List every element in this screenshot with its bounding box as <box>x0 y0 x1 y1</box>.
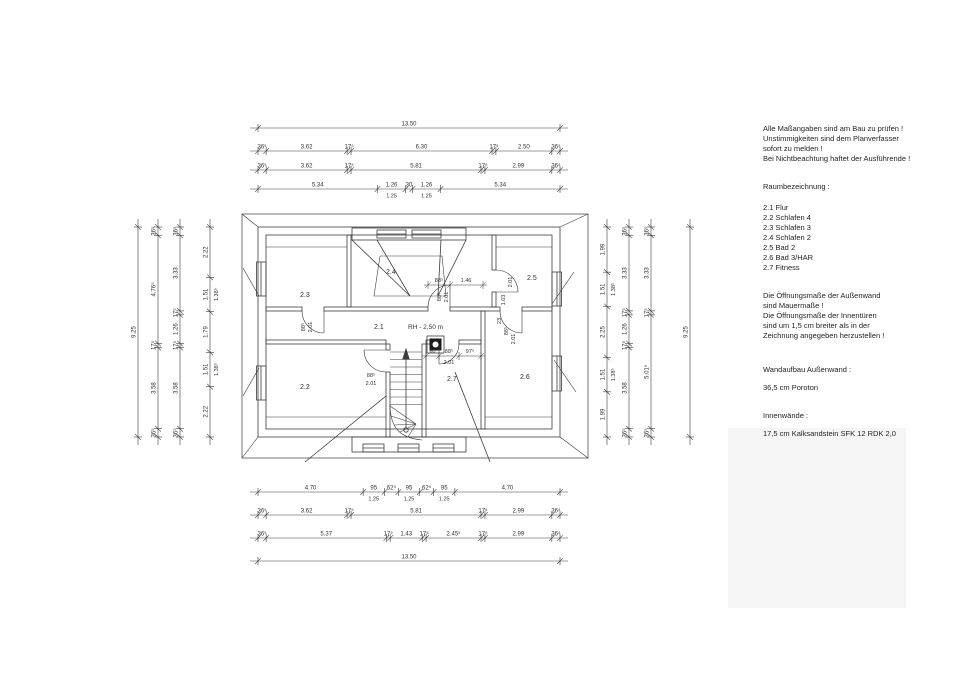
dim-label: 17⁵ <box>478 508 488 515</box>
dim-label: 3.58 <box>151 382 158 394</box>
dim-label: 17⁵ <box>622 308 629 318</box>
dimension-chains <box>132 122 695 566</box>
dim-label: 2.22 <box>203 246 210 259</box>
room-legend-title: Raumbezeichnung : <box>763 182 830 191</box>
dim-label: 1.51 <box>600 368 607 381</box>
dim-chain-top-2 <box>250 163 568 175</box>
dim-label: 17⁵ <box>344 163 354 170</box>
dim-chain-left-0 <box>132 219 143 445</box>
dim-label: 17⁵ <box>622 340 629 351</box>
dim-label: 36⁵ <box>257 508 267 515</box>
room-legend <box>763 203 960 273</box>
dim-door24-width: 88⁵ <box>437 292 443 302</box>
room-label-2-4: 2.4 <box>386 269 396 276</box>
dim-label: 3.33 <box>622 267 629 279</box>
dim-label: 17⁵ <box>644 308 651 318</box>
dim-label: 1.43 <box>400 531 413 538</box>
dim-label: 36⁵ <box>151 428 158 438</box>
room-label-2-3: 2.3 <box>300 292 310 299</box>
dim-label: 1.99 <box>600 408 607 421</box>
dim-label: 36⁵ <box>622 428 629 438</box>
dim-door27-height: 2.01 <box>443 360 455 366</box>
dim-door24-to-wall: 1.46 <box>460 278 472 284</box>
dim-label: 1.38⁵ <box>214 288 220 302</box>
dim-label: 1.25 <box>438 496 450 503</box>
dim-label: 17⁵ <box>419 531 429 538</box>
dim-door22-width: 88⁵ <box>366 373 376 379</box>
dim-label: 2.99 <box>512 163 525 170</box>
dim-door26-offset: 23 <box>497 317 503 325</box>
dim-door24-height: 2.01 <box>444 291 450 303</box>
dim-label: 36⁵ <box>173 226 180 236</box>
dim-label: 3.62 <box>300 144 313 151</box>
dim-label: 36⁵ <box>257 144 267 151</box>
dim-label: 17⁵ <box>478 163 488 170</box>
dim-label: 2.25 <box>600 326 607 338</box>
dim-chain-right-3 <box>684 219 695 445</box>
note-line: sind um 1,5 cm breiter als in der <box>763 321 870 330</box>
dim-label: 1.26 <box>420 182 433 189</box>
dim-label: 30 <box>405 182 413 189</box>
dim-label: 13.50 <box>401 554 417 561</box>
dim-chain-right-0 <box>601 219 618 445</box>
dim-label: 17⁵ <box>173 308 180 318</box>
legend-item: 2.6 Bad 3/HAR <box>763 253 814 262</box>
room-label-2-1: 2.1 <box>374 324 384 331</box>
dim-label: 1.51 <box>203 288 210 301</box>
dim-label: 95 <box>405 485 413 492</box>
room-label-2-2: 2.2 <box>300 384 310 391</box>
dim-door26-width: 88⁵ <box>504 326 510 336</box>
dim-label: 62⁵ <box>386 485 396 492</box>
dim-label: 17⁵ <box>344 144 354 151</box>
dim-label: 17⁵ <box>383 531 393 538</box>
dim-label: 36⁵ <box>257 531 267 538</box>
dim-label: 17⁵ <box>173 340 180 351</box>
dim-door23-height: 2.01 <box>308 321 314 333</box>
legend-item: 2.5 Bad 2 <box>763 243 796 252</box>
dim-label: 2.22 <box>203 405 210 418</box>
roof-hip-lines <box>242 214 588 458</box>
dim-label: 3.62 <box>300 508 313 515</box>
warning-notes <box>763 124 960 164</box>
dim-label: 36⁵ <box>551 531 561 538</box>
dim-label: 1.25 <box>421 193 432 200</box>
dim-label: 36⁵ <box>173 428 180 438</box>
note-line: Alle Maßangaben sind am Bau zu prüfen ! <box>763 124 904 133</box>
dim-label: 36⁵ <box>622 226 629 236</box>
floor-plan <box>242 214 588 462</box>
dim-label: 36⁵ <box>644 428 651 438</box>
dim-chain-top-1 <box>250 144 568 156</box>
dim-label: 9.25 <box>131 326 138 338</box>
dim-label: 3.58 <box>173 382 180 394</box>
dim-chain-right-1 <box>622 219 634 445</box>
legend-item: 2.2 Schlafen 4 <box>763 213 811 222</box>
dim-label: 95 <box>370 485 378 492</box>
dim-label: 95 <box>440 485 448 492</box>
dim-label: 36⁵ <box>551 144 561 151</box>
dim-door26-height: 2.01 <box>511 333 517 345</box>
room-label-2-5: 2.5 <box>527 275 537 282</box>
dim-label: 5.34 <box>494 182 507 189</box>
dim-label: 3.62 <box>300 163 313 170</box>
dim-label: 17⁵ <box>151 340 158 351</box>
dim-label: 1.26 <box>622 323 629 336</box>
dim-label: 2.50 <box>518 144 530 151</box>
dim-label: 36⁵ <box>644 226 651 236</box>
dim-label: 3.58 <box>622 382 629 394</box>
dim-door25-width: 1.03 <box>501 294 507 306</box>
wall-construction-value: 36,5 cm Poroton <box>763 383 819 392</box>
dim-door22-height: 2.01 <box>365 381 377 387</box>
dim-label: 1.38⁵ <box>214 362 220 376</box>
dim-chain-bottom-2 <box>250 531 568 543</box>
note-line: Die Öffnungsmaße der Innentüren <box>763 311 877 320</box>
dim-label: 5.81 <box>410 163 422 170</box>
dim-door27-left: 60 <box>429 349 436 355</box>
interior-walls-title: Innenwände : <box>763 411 809 420</box>
dim-label: 5.34 <box>311 182 324 189</box>
dim-label: 2.99 <box>512 531 525 538</box>
dim-label: 1.79 <box>203 326 210 338</box>
opening-notes <box>763 291 960 341</box>
dim-label: 13.50 <box>401 121 417 128</box>
notes-block <box>763 124 960 439</box>
roof-eave-outline <box>242 214 588 458</box>
dim-label: 1.26 <box>173 323 180 336</box>
dim-label: 4.70 <box>304 485 317 492</box>
dim-label: 3.33 <box>644 267 651 279</box>
legend-item: 2.4 Schlafen 2 <box>763 233 811 242</box>
dim-chain-left-2 <box>173 219 185 445</box>
dim-label: 1.26 <box>385 182 398 189</box>
dim-chain-right-2 <box>644 219 656 445</box>
dim-chain-bottom-3 <box>250 555 568 566</box>
note-line: Unstimmigkeiten sind dem Planverfasser <box>763 134 899 143</box>
dim-label: 4.70 <box>501 485 514 492</box>
dim-door27-right: 97⁵ <box>465 349 475 355</box>
dim-door24-width-2: 88⁵ <box>434 278 444 284</box>
dim-label: 1.51 <box>203 363 210 376</box>
dim-label: 5.81 <box>410 508 422 515</box>
dim-label: 36⁵ <box>151 226 158 236</box>
dim-label: 36⁵ <box>257 163 267 170</box>
door-swings <box>302 270 522 372</box>
dim-label: 1.25 <box>403 496 415 503</box>
dim-label: 5.37 <box>320 531 333 538</box>
note-line: Bei Nichtbeachtung haftet der Ausführende ! <box>763 154 911 163</box>
legend-item: 2.7 Fitness <box>763 263 800 272</box>
dim-label: 1.51 <box>600 283 607 296</box>
dim-label: 6.30 <box>415 144 428 151</box>
dim-label: 2.45⁵ <box>446 531 461 538</box>
dim-label: 1.25 <box>368 496 380 503</box>
wall-construction-title: Wandaufbau Außenwand : <box>763 365 852 374</box>
dim-door25-height: 2.01 <box>508 276 514 288</box>
dim-label: 3.33 <box>173 267 180 279</box>
dim-label: 2.99 <box>512 508 525 515</box>
dim-label: 36⁵ <box>551 163 561 170</box>
dim-label: 17⁵ <box>478 531 488 538</box>
dim-label: 9.25 <box>683 326 690 338</box>
dim-chain-bottom-1 <box>250 508 568 520</box>
dim-door27-width: 88⁵ <box>444 349 454 355</box>
dim-label: 1.99 <box>600 243 607 256</box>
dim-label: 17⁵ <box>344 508 354 515</box>
note-line: sind Mauermaße ! <box>763 301 824 310</box>
dim-label: 4.76⁵ <box>151 282 158 297</box>
dim-chain-top-3 <box>250 183 568 200</box>
dim-label: 36⁵ <box>551 508 561 515</box>
dim-chain-bottom-0 <box>250 485 568 503</box>
note-line: sofort zu melden ! <box>763 144 823 153</box>
dim-chain-top-0 <box>250 122 568 133</box>
room-label-2-6: 2.6 <box>520 374 530 381</box>
plan-labels <box>300 269 537 391</box>
interior-walls-value: 17,5 cm Kalksandstein SFK 12 RDK 2,0 <box>763 429 896 438</box>
dim-label: 5.01⁵ <box>644 364 651 379</box>
dim-label: 1.38⁵ <box>611 282 617 296</box>
note-line: Zeichnung angegeben herzustellen ! <box>763 331 885 340</box>
dim-chain-left-3 <box>204 219 221 445</box>
dim-label: 17⁵ <box>489 144 499 151</box>
clear-height-note: RH - 2,50 m <box>408 324 444 331</box>
legend-item: 2.1 Flur <box>763 203 789 212</box>
dim-label: 62⁵ <box>422 485 432 492</box>
room-label-2-7: 2.7 <box>447 376 457 383</box>
dim-chain-left-1 <box>151 219 163 445</box>
legend-item: 2.3 Schlafen 3 <box>763 223 811 232</box>
note-line: Die Öffnungsmaße der Außenwand <box>763 291 881 300</box>
dim-label: 1.25 <box>386 193 397 200</box>
dim-door23-width: 88⁵ <box>301 322 307 332</box>
dim-label: 1.38⁵ <box>611 368 617 382</box>
stair-direction-arrow <box>403 349 409 432</box>
